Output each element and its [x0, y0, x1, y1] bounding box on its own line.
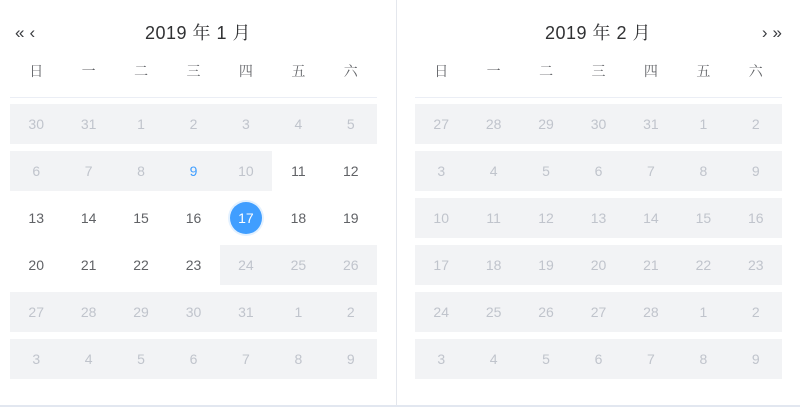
month-title-right: 2019 年 2 月	[544, 23, 652, 43]
day-cell	[167, 292, 219, 332]
day-cell	[467, 151, 519, 191]
weekday-label: 二	[134, 63, 149, 79]
day-cell	[115, 339, 167, 379]
day-cell[interactable]	[272, 198, 324, 238]
day-number: 14	[643, 210, 659, 226]
day-number: 3	[437, 351, 446, 367]
day-cell	[325, 104, 377, 144]
day-number: 8	[699, 351, 708, 367]
day-number: 7	[647, 163, 655, 179]
day-number: 2	[751, 116, 760, 132]
week-row	[415, 245, 782, 285]
day-number: 13	[590, 210, 607, 226]
day-number: 4	[84, 351, 93, 367]
day-number: 26	[342, 257, 359, 273]
day-number: 11	[291, 163, 306, 179]
weekday-label: 一	[81, 63, 96, 79]
day-cell	[10, 292, 62, 332]
day-cell	[115, 151, 167, 191]
day-cell[interactable]	[115, 245, 167, 285]
calendar-header-right	[397, 20, 799, 46]
day-cell[interactable]	[325, 151, 377, 191]
day-cell	[220, 151, 272, 191]
day-number: 30	[28, 116, 44, 132]
day-cell	[62, 151, 114, 191]
day-cell	[115, 292, 167, 332]
day-cell	[572, 151, 624, 191]
day-number: 15	[133, 210, 149, 226]
day-cell[interactable]	[220, 198, 272, 238]
day-number: 13	[28, 210, 44, 226]
next-year-icon[interactable]: »	[773, 21, 782, 45]
day-number: 5	[542, 351, 550, 367]
day-cell[interactable]	[167, 245, 219, 285]
calendar-grid-right	[415, 58, 782, 379]
week-row	[415, 339, 782, 379]
day-number: 28	[643, 304, 659, 320]
day-number: 7	[84, 163, 93, 179]
day-number: 28	[80, 304, 97, 320]
day-cell	[520, 104, 572, 144]
day-number: 20	[590, 257, 607, 273]
week-row	[10, 339, 377, 379]
day-number: 5	[542, 163, 550, 179]
day-number: 28	[485, 116, 502, 132]
day-cell	[625, 151, 677, 191]
day-cell[interactable]	[62, 245, 114, 285]
day-cell	[220, 292, 272, 332]
day-number: 25	[290, 257, 307, 273]
day-number: 23	[747, 257, 764, 273]
day-cell	[467, 198, 519, 238]
day-cell	[115, 104, 167, 144]
weekday-label: 五	[291, 63, 306, 79]
day-number: 18	[290, 210, 307, 226]
day-cell	[625, 104, 677, 144]
day-number: 12	[342, 163, 359, 179]
day-number: 10	[238, 163, 254, 179]
day-cell	[730, 198, 782, 238]
day-number: 23	[185, 257, 202, 273]
day-cell	[677, 292, 729, 332]
day-number: 8	[294, 351, 303, 367]
day-cell	[572, 245, 624, 285]
day-number: 17	[230, 202, 262, 234]
day-cell	[220, 245, 272, 285]
day-number: 21	[643, 257, 659, 273]
day-number: 7	[242, 351, 250, 367]
left-nav-arrows	[15, 20, 35, 46]
day-cell	[467, 292, 519, 332]
day-cell	[167, 339, 219, 379]
day-grid-right	[415, 104, 782, 379]
day-number: 9	[189, 163, 198, 179]
week-row	[415, 292, 782, 332]
day-cell	[520, 292, 572, 332]
day-cell	[62, 104, 114, 144]
day-cell	[10, 104, 62, 144]
day-number: 31	[643, 116, 659, 132]
day-number: 9	[751, 351, 760, 367]
day-number: 1	[294, 304, 303, 320]
day-cell	[415, 292, 467, 332]
day-cell	[572, 292, 624, 332]
day-number: 18	[485, 257, 502, 273]
day-cell[interactable]	[167, 198, 219, 238]
day-cell	[62, 292, 114, 332]
day-cell	[520, 339, 572, 379]
day-number: 6	[189, 351, 198, 367]
day-cell	[677, 104, 729, 144]
day-number: 31	[80, 116, 97, 132]
day-cell	[272, 245, 324, 285]
day-number: 15	[695, 210, 712, 226]
day-number: 6	[32, 163, 41, 179]
day-number: 9	[751, 163, 760, 179]
day-cell	[520, 198, 572, 238]
day-cell	[325, 245, 377, 285]
day-number: 4	[489, 351, 498, 367]
day-cell	[520, 151, 572, 191]
week-row	[10, 292, 377, 332]
day-number: 11	[486, 210, 501, 226]
day-cell	[415, 104, 467, 144]
day-number: 5	[346, 116, 355, 132]
day-cell	[730, 292, 782, 332]
weekday-label: 三	[591, 63, 606, 79]
day-number: 16	[185, 210, 202, 226]
day-cell	[625, 292, 677, 332]
day-number: 30	[185, 304, 202, 320]
weekday-label: 六	[343, 63, 358, 79]
day-cell	[467, 339, 519, 379]
day-cell	[520, 245, 572, 285]
week-row	[10, 151, 377, 191]
day-cell[interactable]	[62, 198, 114, 238]
day-cell	[467, 245, 519, 285]
day-number: 24	[238, 257, 254, 273]
day-cell	[677, 245, 729, 285]
day-cell	[272, 104, 324, 144]
month-title-left: 2019 年 1 月	[144, 23, 252, 43]
day-cell	[167, 151, 219, 191]
week-row	[415, 198, 782, 238]
calendar-panel-february	[397, 0, 799, 405]
day-number: 17	[433, 257, 449, 273]
day-cell	[415, 198, 467, 238]
day-cell	[325, 339, 377, 379]
day-number: 29	[133, 304, 149, 320]
next-month-icon[interactable]: ›	[762, 21, 768, 45]
day-cell[interactable]	[10, 198, 62, 238]
day-number: 27	[433, 116, 449, 132]
prev-month-icon[interactable]: ‹	[29, 21, 35, 45]
day-number: 24	[433, 304, 449, 320]
day-cell[interactable]	[325, 198, 377, 238]
day-number: 25	[485, 304, 502, 320]
day-cell	[677, 339, 729, 379]
day-number: 1	[137, 116, 145, 132]
weekday-label: 四	[238, 63, 253, 79]
week-row	[415, 151, 782, 191]
day-cell	[730, 151, 782, 191]
day-cell	[730, 339, 782, 379]
day-number: 19	[538, 257, 554, 273]
day-number: 16	[747, 210, 764, 226]
day-number: 22	[695, 257, 712, 273]
right-nav-arrows	[762, 20, 782, 46]
day-cell	[167, 104, 219, 144]
day-cell	[625, 339, 677, 379]
weekday-label: 五	[696, 63, 711, 79]
day-number: 7	[647, 351, 655, 367]
day-cell	[272, 292, 324, 332]
day-cell	[625, 198, 677, 238]
day-number: 8	[699, 163, 708, 179]
day-grid-left	[10, 104, 377, 379]
day-cell	[572, 104, 624, 144]
day-number: 30	[590, 116, 607, 132]
day-cell	[272, 339, 324, 379]
day-number: 22	[133, 257, 149, 273]
day-number: 2	[189, 116, 198, 132]
weekday-label: 日	[29, 63, 44, 79]
day-number: 3	[32, 351, 41, 367]
day-number: 6	[594, 163, 603, 179]
weekday-label: 三	[186, 63, 201, 79]
day-cell	[677, 198, 729, 238]
day-number: 10	[433, 210, 449, 226]
day-cell	[730, 104, 782, 144]
day-cell	[677, 151, 729, 191]
week-row	[10, 198, 377, 238]
day-cell	[572, 198, 624, 238]
day-number: 8	[137, 163, 145, 179]
day-cell	[730, 245, 782, 285]
day-number: 12	[538, 210, 554, 226]
day-cell	[625, 245, 677, 285]
weekday-label: 六	[748, 63, 763, 79]
week-row	[415, 104, 782, 144]
day-cell[interactable]	[115, 198, 167, 238]
calendar-header-left	[0, 20, 396, 46]
calendar-grid-left	[10, 58, 377, 379]
weekday-label: 一	[486, 63, 501, 79]
week-row	[10, 245, 377, 285]
day-number: 2	[751, 304, 760, 320]
day-number: 27	[28, 304, 44, 320]
day-number: 29	[538, 116, 554, 132]
day-cell	[415, 339, 467, 379]
weekday-label: 日	[434, 63, 449, 79]
day-cell	[415, 151, 467, 191]
weekday-row-left	[10, 58, 377, 98]
day-number: 1	[699, 116, 708, 132]
day-cell	[415, 245, 467, 285]
day-number: 26	[538, 304, 554, 320]
day-number: 3	[437, 163, 446, 179]
day-cell	[10, 339, 62, 379]
day-cell	[467, 104, 519, 144]
day-cell	[220, 104, 272, 144]
day-cell	[62, 339, 114, 379]
day-cell	[10, 151, 62, 191]
day-number: 14	[80, 210, 97, 226]
prev-year-icon[interactable]: «	[15, 21, 24, 45]
day-number: 9	[346, 351, 355, 367]
day-number: 1	[699, 304, 708, 320]
day-cell	[572, 339, 624, 379]
day-cell[interactable]	[10, 245, 62, 285]
day-number: 6	[594, 351, 603, 367]
weekday-row-right	[415, 58, 782, 98]
weekday-label: 四	[643, 63, 658, 79]
day-cell	[220, 339, 272, 379]
day-number: 3	[242, 116, 250, 132]
day-cell	[325, 292, 377, 332]
calendar-panel-january	[0, 0, 397, 405]
day-number: 20	[28, 257, 44, 273]
day-number: 31	[238, 304, 254, 320]
day-number: 4	[294, 116, 303, 132]
day-number: 21	[80, 257, 97, 273]
day-number: 4	[489, 163, 498, 179]
day-number: 5	[137, 351, 145, 367]
week-row	[10, 104, 377, 144]
day-number: 19	[342, 210, 359, 226]
day-number: 2	[346, 304, 355, 320]
day-number: 27	[590, 304, 607, 320]
weekday-label: 二	[539, 63, 554, 79]
day-cell[interactable]	[272, 151, 324, 191]
